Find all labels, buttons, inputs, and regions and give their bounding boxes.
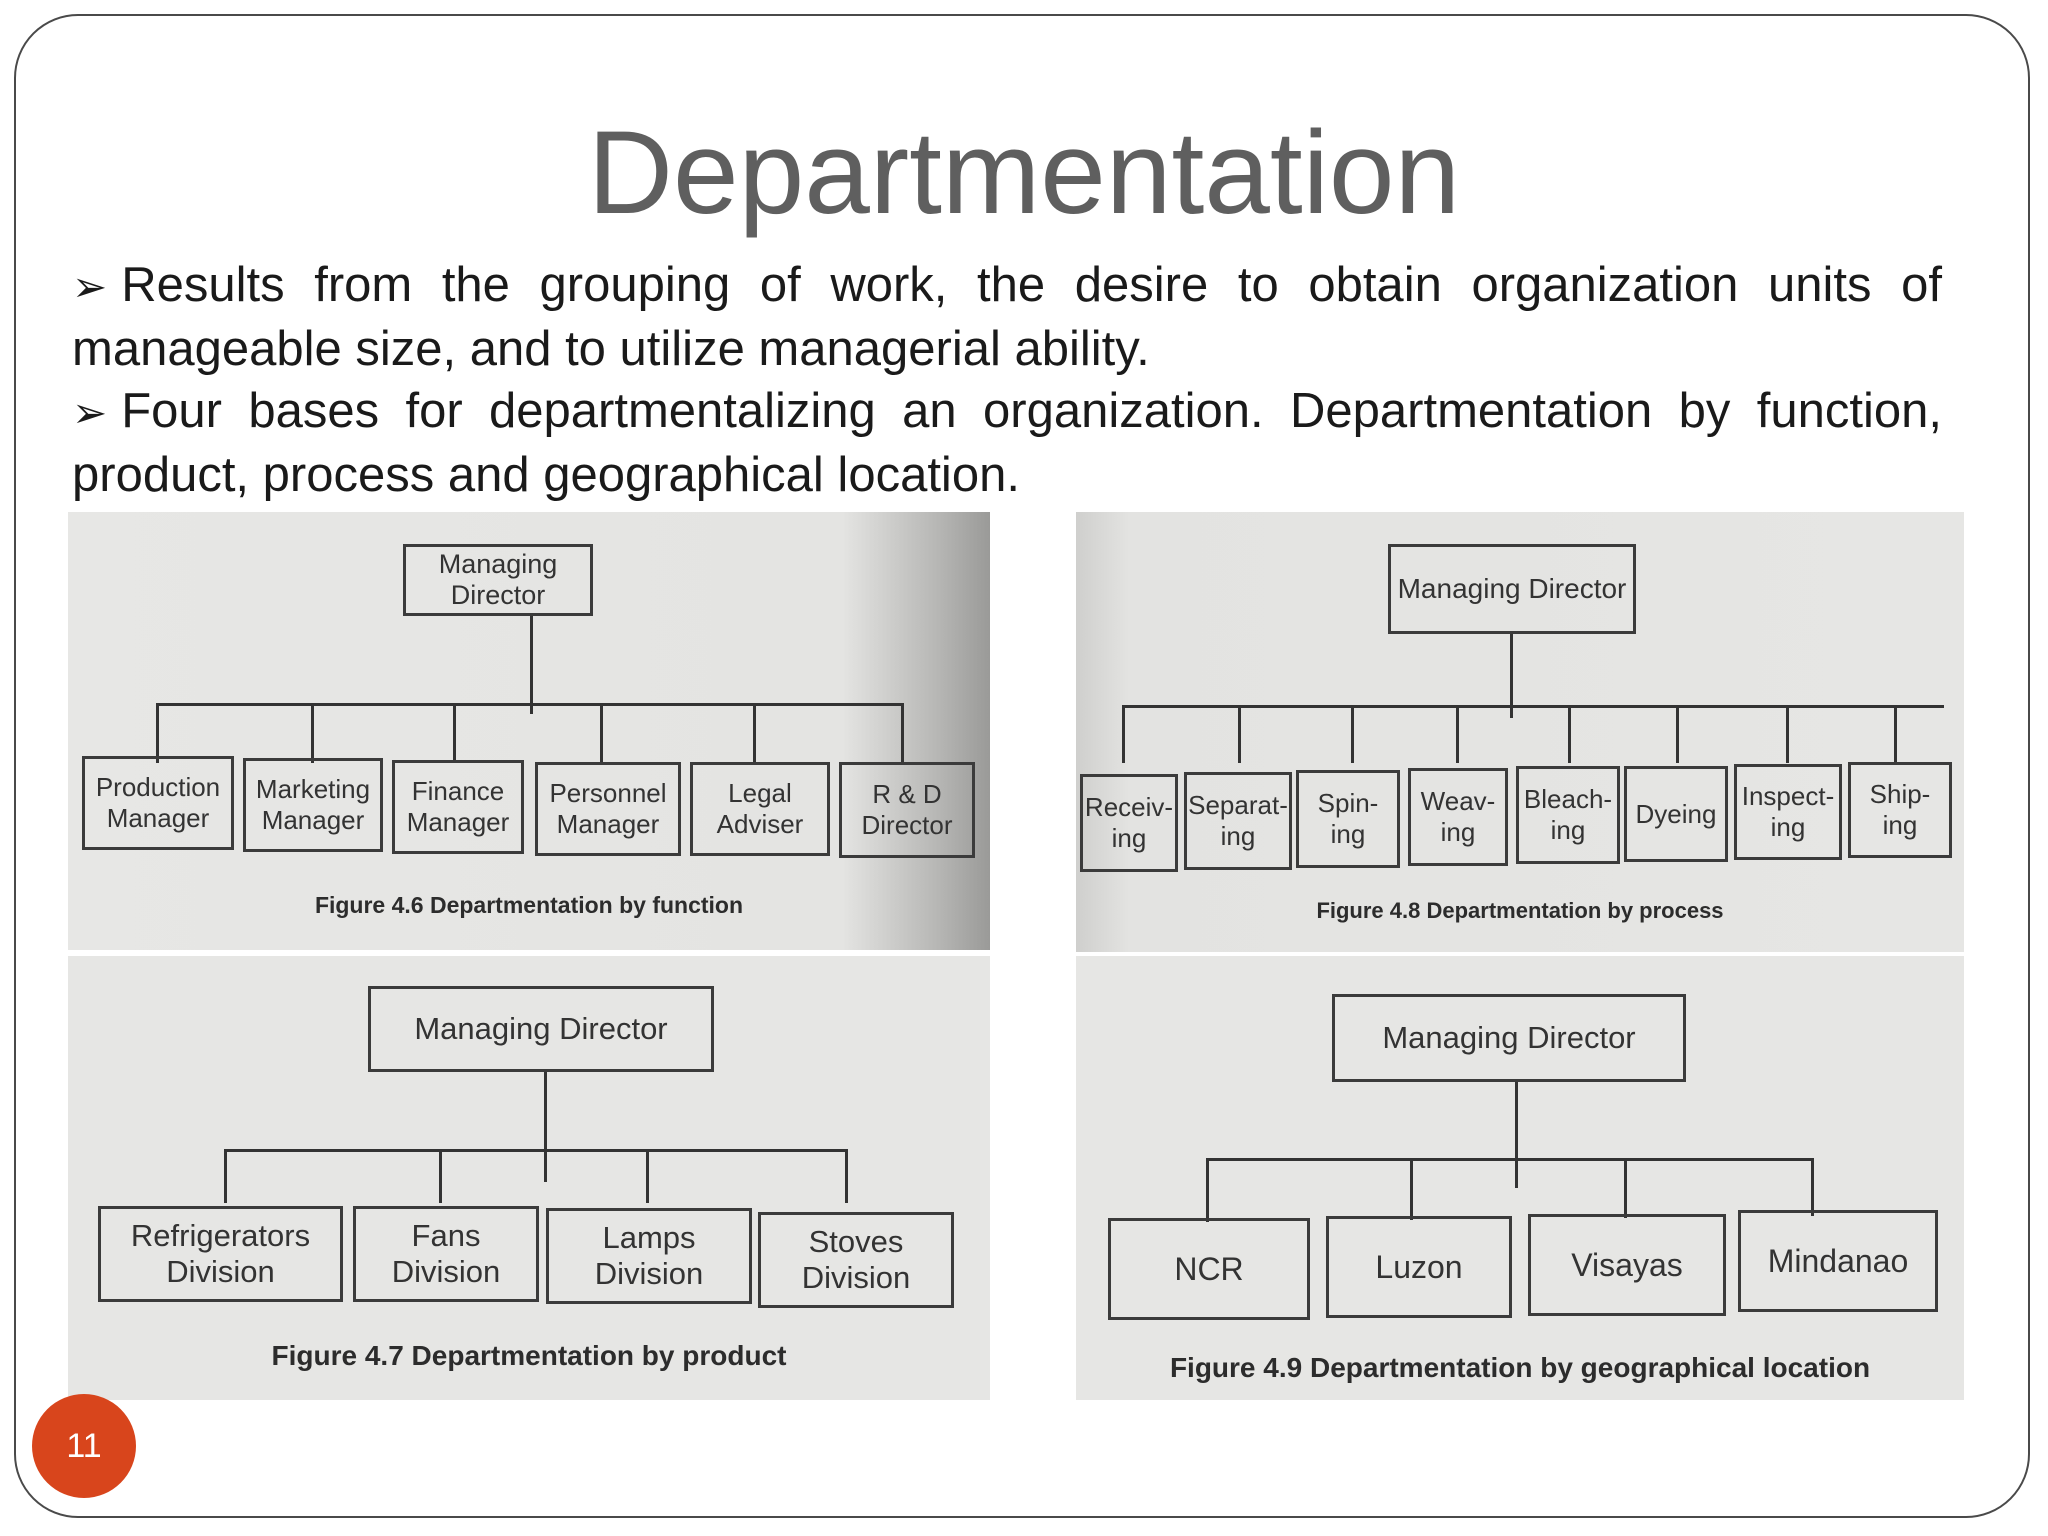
connector-line — [845, 1149, 848, 1203]
org-box-bleaching: Bleach- ing — [1516, 766, 1620, 864]
connector-line — [311, 703, 314, 763]
connector-line — [1515, 1082, 1518, 1188]
org-box-stoves: Stoves Division — [758, 1212, 954, 1308]
connector-line — [1206, 1158, 1209, 1222]
connector-line — [1894, 705, 1897, 763]
org-box-weaving: Weav- ing — [1408, 768, 1508, 866]
org-box-managing-director: Managing Director — [1388, 544, 1636, 634]
connector-line — [530, 616, 533, 714]
connector-line — [1238, 705, 1241, 763]
connector-line — [646, 1149, 649, 1203]
connector-line — [1122, 705, 1125, 763]
bullet-list — [72, 254, 1942, 506]
figure-geo-chart — [1076, 956, 1964, 1400]
figure-process-chart — [1076, 512, 1964, 952]
connector-line — [1811, 1158, 1814, 1216]
org-box-visayas: Visayas — [1528, 1214, 1726, 1316]
connector-line — [1351, 705, 1354, 763]
bullet-item — [72, 254, 1942, 380]
page-number-badge: 11 — [32, 1394, 136, 1498]
org-box-managing-director: Managing Director — [403, 544, 593, 616]
connector-line — [1122, 705, 1944, 708]
arrow-bullet-icon: ➢ — [72, 263, 108, 310]
org-box-separating: Separat- ing — [1184, 772, 1292, 870]
org-box-inspecting: Inspect- ing — [1734, 764, 1842, 860]
org-box-marketing: Marketing Manager — [243, 758, 383, 852]
org-box-production: Production Manager — [82, 756, 234, 850]
org-box-managing-director: Managing Director — [368, 986, 714, 1072]
arrow-bullet-icon: ➢ — [72, 389, 108, 436]
org-box-dyeing: Dyeing — [1624, 766, 1728, 862]
connector-line — [453, 703, 456, 763]
connector-line — [901, 703, 904, 763]
connector-line — [1206, 1158, 1814, 1161]
connector-line — [753, 703, 756, 763]
figure-caption: Figure 4.7 Departmentation by product — [271, 1340, 787, 1371]
bullet-text: Results from the grouping of work, the desire to obtain organization units of manageable size, and to utilize managerial ability. — [72, 258, 1942, 376]
connector-line — [1624, 1158, 1627, 1218]
org-box-rnd: R & D Director — [839, 762, 975, 858]
org-box-personnel: Personnel Manager — [535, 762, 681, 856]
slide-title: Departmentation — [587, 107, 1461, 239]
bullet-item — [72, 380, 1942, 506]
figure-caption: Figure 4.6 Departmentation by function — [314, 892, 744, 918]
org-box-managing-director: Managing Director — [1332, 994, 1686, 1082]
connector-line — [600, 703, 603, 763]
org-box-shipping: Ship- ing — [1848, 762, 1952, 858]
figure-product-chart — [68, 956, 990, 1400]
connector-line — [156, 703, 904, 706]
connector-line — [224, 1149, 848, 1152]
org-box-spinning: Spin- ing — [1296, 770, 1400, 868]
org-box-refrigerators: Refrigerators Division — [98, 1206, 343, 1302]
org-box-ncr: NCR — [1108, 1218, 1310, 1320]
connector-line — [439, 1149, 442, 1203]
connector-line — [156, 703, 159, 763]
figure-function-chart — [68, 512, 990, 950]
org-box-fans: Fans Division — [353, 1206, 539, 1302]
org-box-mindanao: Mindanao — [1738, 1210, 1938, 1312]
connector-line — [1676, 705, 1679, 763]
connector-line — [1786, 705, 1789, 763]
org-box-luzon: Luzon — [1326, 1216, 1512, 1318]
org-box-lamps: Lamps Division — [546, 1208, 752, 1304]
org-box-receiving: Receiv- ing — [1080, 774, 1178, 872]
figure-caption: Figure 4.8 Departmentation by process — [1316, 898, 1724, 923]
org-box-legal: Legal Adviser — [690, 762, 830, 856]
connector-line — [1568, 705, 1571, 763]
connector-line — [544, 1072, 547, 1182]
bullet-text: Four bases for departmentalizing an organization. Departmentation by function, product, process and geographical location. — [72, 384, 1942, 502]
connector-line — [224, 1149, 227, 1203]
org-box-finance: Finance Manager — [392, 760, 524, 854]
connector-line — [1456, 705, 1459, 763]
figure-caption: Figure 4.9 Departmentation by geographical location — [1169, 1352, 1871, 1383]
connector-line — [1410, 1158, 1413, 1220]
